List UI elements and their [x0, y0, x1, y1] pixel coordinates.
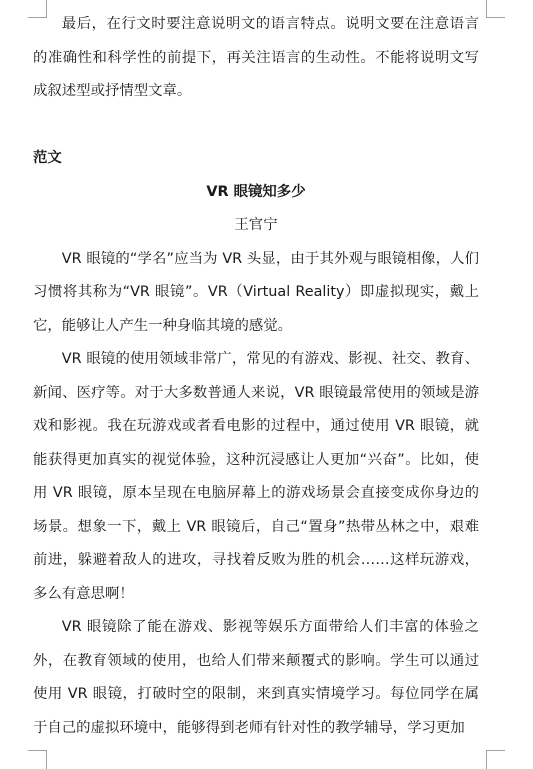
page-corner-mark-bottom-right	[486, 750, 505, 769]
document-body	[33, 8, 479, 745]
essay-author: 王官宁	[234, 217, 278, 233]
paragraph-spacer	[33, 109, 479, 143]
essay-paragraph-2: VR 眼镜的使用领域非常广，常见的有游戏、影视、社交、教育、新闻、医疗等。对于大多数普通人来说，VR 眼镜最常使用的领域是游戏和影视。我在玩游戏或者看电影的过程中，通过使用 VR 眼镜，就能获得更加真实的视觉体验，这种沉浸感让人更加“兴奋”。比如，使用 VR 眼镜，原本呈现在电脑屏幕上的游戏场景会直接变成你身边的场景。想象一下，戴上 VR 眼镜后，自己“置身”热带丛林之中，艰难前进，躲避着敌人的进攻，寻找着反败为胜的机会……这样玩游戏，多么有意思啊！	[33, 351, 479, 602]
intro-paragraph: 最后，在行文时要注意说明文的语言特点。说明文要在注意语言的准确性和科学性的前提下，再关注语言的生动性。不能将说明文写成叙述型或抒情型文章。	[33, 16, 479, 99]
essay-paragraph-3: VR 眼镜除了能在游戏、影视等娱乐方面带给人们丰富的体验之外，在教育领域的使用，也给人们带来颠覆式的影响。学生可以通过使用 VR 眼镜，打破时空的限制，来到真实情境学习。每位同学在属于自己的虚拟环境中，能够得到老师有针对性的教学辅导，学习更加	[33, 619, 479, 736]
page-corner-mark-top-right	[486, 0, 505, 18]
essay-paragraph-1: VR 眼镜的“学名”应当为 VR 头显，由于其外观与眼镜相像，人们习惯将其称为“VR 眼镜”。VR（Virtual Reality）即虚拟现实，戴上它，能够让人产生一种身临其境的感觉。	[33, 250, 479, 334]
essay-title: VR 眼镜知多少	[206, 183, 306, 200]
section-heading: 范文	[33, 150, 62, 166]
page-corner-mark-bottom-left	[28, 750, 47, 769]
